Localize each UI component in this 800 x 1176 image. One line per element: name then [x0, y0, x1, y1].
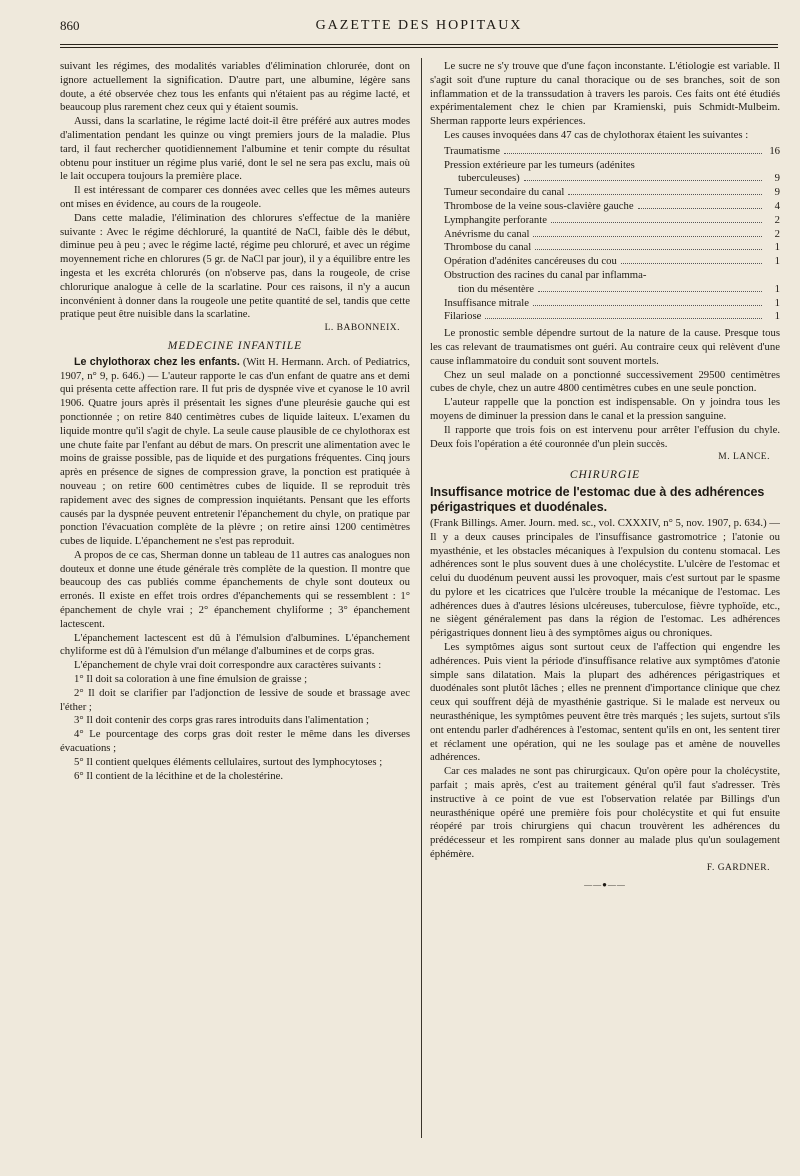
header-rule-top [60, 44, 778, 45]
right-column [430, 60, 780, 891]
cause-row [444, 310, 780, 324]
paragraph: Le pronostic semble dépendre surtout de la nature de la cause. Presque tous les cas relevant de traumatismes ont guéri. Au contraire ceux qui relèvent d'une cause inflammatoire du conduit sont souvent mortels. [430, 327, 780, 367]
paragraph: Aussi, dans la scarlatine, le régime lacté doit-il être préféré aux autres modes d'alimentation pendant les quinze ou vingt premiers jours de la maladie. Plus tard, il faut rechercher quotidiennement l'albumine et tenir compte du résultat obtenu pour instituer un régime plus varié, dont le sel ne sera pas exclu, mais où le lait occupera toujours la première place. [60, 115, 410, 183]
column-divider [421, 58, 422, 1138]
paragraph: Les symptômes aigus sont surtout ceux de l'affection qui engendre les adhérences. Puis vient la période d'insuffisance relative aux symptômes d'atonie simple sans dilatation. Mais la plupart des adhérences périgastriques et duodénales sont plutôt lâches ; elles ne prennent d'importance clinique que chez ceux qui souffrent déjà de myasthénie gastrique. Si le malade est nerveux ou neurasthénique, les symptômes peuvent être très marqués ; les sujets, surtout s'ils ont entendu parler d'adhérences à l'estomac, sentent qu'ils en ont, les sentent tirer et réclament une opération, qui ne les soulage pas et amène de nouvelles adhérences. [430, 641, 780, 764]
page-header [60, 18, 778, 40]
article-body: (Witt H. Hermann. Arch. of Pediatrics, 1907, n° 9, p. 646.) — L'auteur rapporte le cas d'un enfant de quatre ans et demi qui présenta cette affection rare. Il fut pris de dyspnée vive et cyanose le 10 avril 1906. Quatre jours après il présentait les signes d'une pleurésie gauche qui est ponctionnée ; on retire 840 centimètres cubes de liquide laiteux. L'examen du liquide montre qu'il s'agit de chyle. La seule cause plausible de ce chylothorax est une chute faite par l'enfant au début de mars. On prescrit une alimentation avec le moins de graisse possible, pas de liquide et des purgations fréquentes. Cinq jours après en présence de signes de compression grave, la ponction est pratiquée à nouveau ; on retire 600 centimètres cubes de liquide. Il se reproduit très rapidement avec des signes de compression inquiétants. Pensant que les efforts causés par la dyspnée peuvent entretenir l'épanchement du chyle, on pratique par ponction l'évacuation complète de la plèvre ; on retire ainsi 1200 centimètres cubes de liquide. L'épanchement ne s'est pas reproduit. [60, 355, 410, 548]
cause-name: Lymphangite perforante [444, 213, 547, 226]
cause-row [444, 283, 780, 297]
cause-count: 1 [774, 310, 780, 323]
running-title: GAZETTE DES HOPITAUX [315, 18, 523, 33]
paragraph: Chez un seul malade on a ponctionné successivement 29500 centimètres cubes de chyle, chez un autre 4800 centimètres cubes en une seule ponction. [430, 368, 780, 395]
paragraph: Dans cette maladie, l'élimination des chlorures s'effectue de la manière suivante : Avec le régime déchloruré, la quantité de NaCl, faible dès le début, diminue peu à peu ; avec le régime lacté, régime peu chloruré, et avec un régime moyennement riche en chlorures (5 gr. de NaCl par jour), il y a équilibre entre les ingesta et les excréta chlorurés (on n'observe pas, dans la rougeole, de crise chlorurique analogue à celle de la scarlatine. Pour ces raisons, il n'y a aucun inconvénient à donner dans la rougeole une petite quantité de sel, tandis que cette pratique peut être nuisible dans la scarlatine. [60, 211, 410, 321]
causes-table [444, 145, 780, 324]
paragraph: (Frank Billings. Amer. Journ. med. sc., vol. CXXXIV, n° 5, nov. 1907, p. 634.) — Il y a deux causes principales de l'insuffisance gastromotrice ; l'atonie ou myasthénie, et les obstacles mécaniques à l'expulsion du contenu stomacal. Les adhérences sont le plus souvent dues à une cholécystite. L'ulcère de l'estomac et celui du duodénum peuvent aussi les provoquer, mais c'est surtout par le spasme du pylore et les cicatrices que l'ulcère trouble la mécanique de l'estomac. Les adhérences dues à d'autres lésions ulcéreuses, tuberculose, fièvre typhoïde, etc., ne siègent généralement pas dans la région de l'estomac. Les adhérences périgastriques donnent lieu à des symptômes aigus ou chroniques. [430, 516, 780, 640]
cause-count: 9 [774, 172, 780, 185]
cause-count: 9 [774, 186, 780, 199]
author-signature: F. GARDNER. [706, 862, 770, 873]
cause-name: Insuffisance mitrale [444, 296, 529, 309]
leader-dots [538, 291, 762, 292]
cause-row [444, 159, 780, 173]
paragraph: A propos de ce cas, Sherman donne un tableau de 11 autres cas analogues non douteux et donne une étude générale très complète de la question. Il montre que beaucoup des cas publiés comme épanchements de chyle sont douteux ou erronés. Il existe en effet trois ordres d'épanchements qui se ressemblent : 1° épanchement de chyle vrai ; 2° épanchement chyliforme ; 3° épanchement lactescent. [60, 548, 410, 630]
cause-name: tuberculeuses) [458, 172, 520, 185]
cause-count: 1 [774, 255, 780, 268]
leader-dots [621, 263, 762, 264]
leader-dots [504, 153, 762, 154]
list-item: 1° Il doit sa coloration à une fine émulsion de graisse ; [74, 673, 308, 686]
header-rule-bottom [60, 47, 778, 48]
cause-name: Opération d'adénites cancéreuses du cou [444, 255, 617, 268]
cause-name: tion du mésentère [458, 282, 534, 295]
list-item: 3° Il doit contenir des corps gras rares introduits dans l'alimentation ; [74, 714, 369, 727]
paragraph: Il rapporte que trois fois on est intervenu pour arrêter l'effusion du chyle. Deux fois l'opération a été couronnée d'un plein succès. [430, 423, 780, 450]
article-title: Le chylothorax chez les enfants. [74, 355, 240, 368]
cause-count: 4 [774, 199, 780, 212]
cause-row [444, 172, 780, 186]
leader-dots [638, 208, 762, 209]
cause-row [444, 145, 780, 159]
cause-row [444, 297, 780, 311]
leader-dots [533, 305, 762, 306]
cause-name: Obstruction des racines du canal par inflamma- [444, 268, 647, 281]
leader-dots [533, 236, 762, 237]
leader-dots [568, 194, 762, 195]
cause-name: Anévrisme du canal [444, 227, 530, 240]
cause-count: 2 [774, 227, 780, 240]
end-ornament: ——●—— [584, 879, 626, 889]
cause-name: Traumatisme [444, 144, 501, 157]
cause-name: Thrombose de la veine sous-clavière gauche [444, 199, 634, 212]
cause-name: Filariose [444, 310, 482, 323]
section-heading-medecine-infantile: MEDECINE INFANTILE [167, 339, 303, 352]
paragraph: Car ces malades ne sont pas chirurgicaux. Qu'on opère pour la cholécystite, parfait ; mais après, c'est au traitement général qu'il faut s'adresser. Très instructive à ce point de vue est l'observation relatée par Billings d'un neurasthénique opéré une première fois pour cholécystite et qui fut ensuite réopéré par trois chirurgiens qui chacun trouvèrent les adhérences du prédécesseur et les rompirent sans donner au malade plus qu'un soulagement éphémère. [430, 765, 780, 861]
leader-dots [485, 318, 762, 319]
cause-row [444, 269, 780, 283]
cause-count: 16 [769, 144, 780, 157]
cause-count: 2 [774, 213, 780, 226]
paragraph: L'auteur rappelle que la ponction est indispensable. On y joindra tous les moyens de diminuer la pression dans le canal et la pression sanguine. [430, 396, 780, 422]
cause-row [444, 228, 780, 242]
cause-row [444, 214, 780, 228]
cause-row [444, 186, 780, 200]
list-item: 2° Il doit se clarifier par l'adjonction de lessive de soude et brassage avec l'éther ; [60, 686, 410, 713]
leader-dots [551, 222, 762, 223]
author-signature: M. LANCE. [718, 452, 770, 463]
cause-name: Thrombose du canal [444, 241, 532, 254]
paragraph: suivant les régimes, des modalités variables d'élimination chlorurée, dont on ignore actuellement la signification. D'autre part, une albumine, légère sans doute, a été observée chez tous les enfants qui n'étaient pas au régime lacté, et beaucoup plus rarement chez ceux qui y étaient soumis. [60, 60, 410, 114]
cause-count: 1 [774, 282, 780, 295]
paragraph: L'épanchement de chyle vrai doit correspondre aux caractères suivants : [74, 659, 382, 672]
paragraph: Les causes invoquées dans 47 cas de chylothorax étaient les suivantes : [444, 128, 749, 141]
cause-row [444, 241, 780, 255]
list-item: 4° Le pourcentage des corps gras doit rester le même dans les diverses évacuations ; [60, 728, 410, 755]
cause-row [444, 255, 780, 269]
left-column [60, 60, 410, 783]
cause-count: 1 [774, 296, 780, 309]
paragraph: Il est intéressant de comparer ces données avec celles que les mêmes auteurs ont mises en évidence, au cours de la rougeole. [60, 184, 410, 210]
paragraph: L'épanchement lactescent est dû à l'émulsion d'albumines. L'épanchement chyliforme est dû à l'émulsion d'un mélange d'albumines et de corps gras. [60, 631, 410, 658]
cause-row [444, 200, 780, 214]
list-item: 6° Il contient de la lécithine et de la cholestérine. [74, 769, 284, 782]
article-title: Insuffisance motrice de l'estomac due à des adhérences périgastriques et duodénales. [430, 484, 765, 514]
section-heading-chirurgie: CHIRURGIE [569, 469, 641, 482]
paragraph: Le sucre ne s'y trouve que d'une façon inconstante. L'étiologie est variable. Il s'agit soit d'une rupture du canal thoracique ou de ses branches, soit de son inflammation et de la transsudation à travers les parois. Ces faits ont été étudiés expérimentalement chez le chien par Kramienski, puis Schmidt-Mulbeim. Sherman rapporte leurs expériences. [430, 60, 780, 128]
page-number: 860 [60, 18, 80, 33]
list-item: 5° Il contient quelques éléments cellulaires, surtout des lymphocytoses ; [74, 755, 383, 768]
leader-dots [535, 249, 762, 250]
cause-name: Pression extérieure par les tumeurs (adénites [444, 158, 635, 171]
author-signature: L. BABONNEIX. [324, 323, 400, 334]
cause-name: Tumeur secondaire du canal [444, 186, 565, 199]
article-paragraph [60, 356, 410, 549]
cause-count: 1 [774, 241, 780, 254]
leader-dots [524, 180, 762, 181]
